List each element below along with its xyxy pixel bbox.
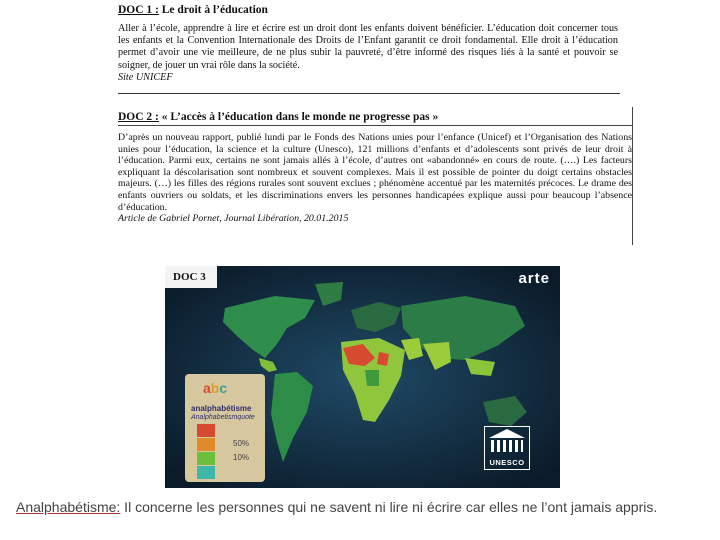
doc2-title xyxy=(118,111,632,123)
doc2-title-number: DOC 2 : xyxy=(118,111,159,123)
unesco-logo xyxy=(484,426,530,470)
doc1-body: Aller à l’école, apprendre à lire et écrire est un droit dont les enfants doivent bénéficier. L’éducation doit concerner tous les enfants et la Convention Internationale des Droits de l’Enfant garantit ce droit fondamental. Elle droit à l’éducation permet d’avoir une vie meilleure, de ne plus subir la pauvreté, d’être informé des risques liés à la santé et pouvoir se soigner, de jouer un vrai rôle dans la société. xyxy=(118,23,618,71)
doc1-title-number: DOC 1 : xyxy=(118,4,159,16)
legend-swatch-teal xyxy=(197,466,215,479)
doc1-divider xyxy=(118,93,620,94)
horn-high-illiteracy xyxy=(377,352,389,366)
doc1-source: Site UNICEF xyxy=(118,71,173,83)
doc1-block xyxy=(118,4,618,96)
doc1-title-text: Le droit à l’éducation xyxy=(158,4,268,16)
legend-label-50: 50% xyxy=(233,439,250,448)
definition-text: Il concerne les personnes qui ne savent ni lire ni écrire car elles ne l’ont jamais appris. xyxy=(120,499,658,515)
map-legend xyxy=(185,374,265,482)
doc3-map-figure xyxy=(165,266,560,488)
letter-c: c xyxy=(219,380,228,396)
arte-logo: arte xyxy=(518,270,550,287)
letter-a: a xyxy=(203,380,211,396)
doc2-title-text: « L’accès à l’éducation dans le monde ne progresse pas » xyxy=(158,111,439,123)
central-africa xyxy=(365,370,379,386)
legend-subtitle: Analphabetismquote xyxy=(191,414,255,421)
doc2-block xyxy=(118,107,633,245)
temple-roof-icon xyxy=(489,429,525,438)
definition-caption xyxy=(16,498,706,516)
abc-logo-icon xyxy=(203,380,227,396)
definition-term: Analphabétisme: xyxy=(16,499,121,515)
legend-swatch-red xyxy=(197,424,215,437)
doc1-title xyxy=(118,4,618,16)
doc2-divider xyxy=(118,125,632,126)
legend-label-10: 10% xyxy=(233,453,250,462)
letter-b: b xyxy=(210,380,220,396)
doc2-source: Article de Gabriel Pornet, Journal Libération, 20.01.2015 xyxy=(118,213,349,225)
legend-swatch-green xyxy=(197,452,215,465)
doc2-body: D’après un nouveau rapport, publié lundi par le Fonds des Nations unies pour l’enfance (Unicef) et l’Organisation des Nations unies pour l’éducation, la science et la culture (Unesco), 121 millions d’enfants et d’adolescents sont privés de leur droit à l’éducation. Parmi eux, certains ne sont jamais allés à l’école, d’autres ont «abandonné» en cours de route. (….) Les facteurs expliquant la déscolarisation sont nombreux et souvent complexes. Mais il est possible de pointer du doigt certains obstacles majeurs. (…) les filles des régions rurales sont souvent exclues ; phénomène accentué par les maternités précoces. Le drame des enfants ouvriers ou soldats, et les discriminations envers les personnes handicapées explique aussi pour beaucoup l’absence d’éducation. xyxy=(118,132,632,213)
legend-title: analphabétisme xyxy=(191,404,252,413)
doc3-label: DOC 3 xyxy=(165,266,217,288)
unesco-text: UNESCO xyxy=(489,458,525,467)
legend-swatch-orange xyxy=(197,438,215,451)
temple-columns-icon xyxy=(491,440,523,452)
